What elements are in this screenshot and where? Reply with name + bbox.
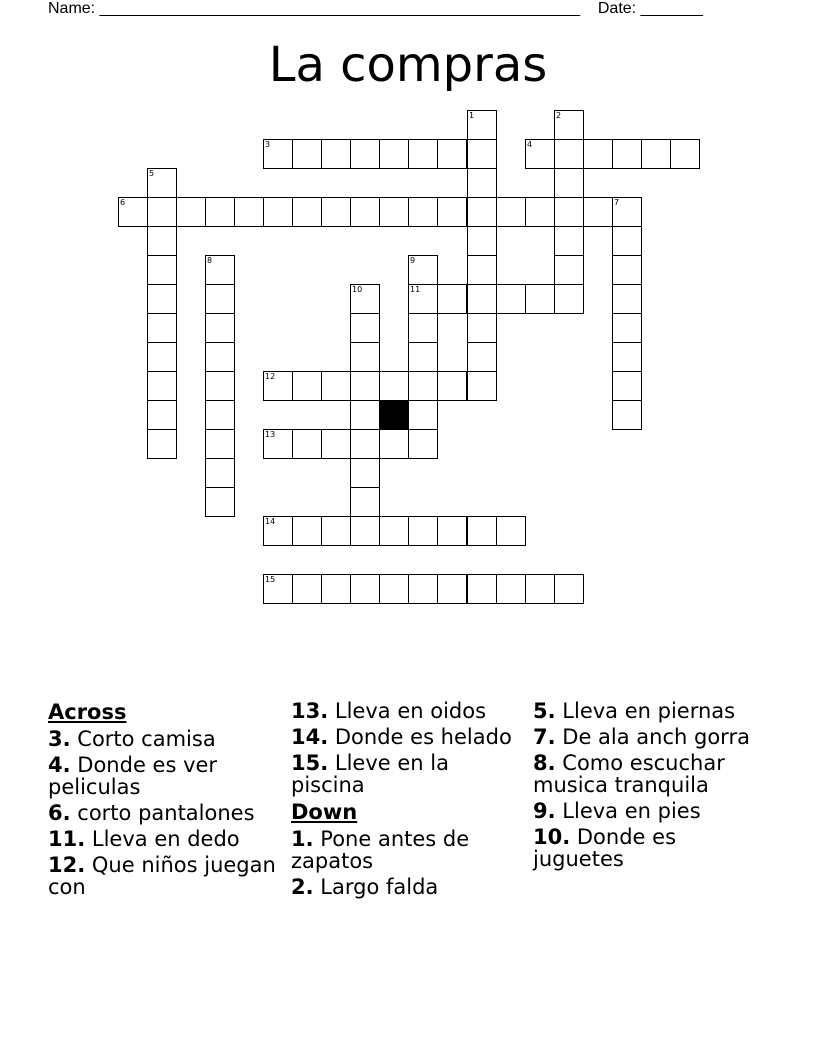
clue-number-label: 7 xyxy=(614,198,620,207)
grid-cell[interactable] xyxy=(641,139,671,169)
clue-down-8 xyxy=(533,752,768,796)
grid-cell[interactable] xyxy=(350,342,380,372)
date-label: Date: xyxy=(597,0,637,17)
grid-cell[interactable] xyxy=(467,255,497,285)
grid-cell[interactable] xyxy=(292,429,322,459)
grid-cell[interactable] xyxy=(292,516,322,546)
clue-across-11 xyxy=(48,828,283,850)
grid-cell[interactable] xyxy=(583,197,613,227)
grid-cell[interactable] xyxy=(554,110,584,140)
grid-cell[interactable] xyxy=(525,574,555,604)
grid-cell[interactable] xyxy=(437,139,467,169)
grid-cell[interactable] xyxy=(292,574,322,604)
clue-down-7 xyxy=(533,726,768,748)
grid-cell[interactable] xyxy=(147,342,177,372)
grid-cell[interactable] xyxy=(379,516,409,546)
grid-cell[interactable] xyxy=(350,516,380,546)
grid-cell[interactable] xyxy=(612,255,642,285)
grid-cell[interactable] xyxy=(496,516,526,546)
clue-number-label: 11 xyxy=(410,285,421,294)
clue-number: 3. xyxy=(48,727,71,751)
clue-number-label: 9 xyxy=(410,256,416,265)
clue-number-label: 4 xyxy=(527,140,533,149)
grid-cell[interactable] xyxy=(408,255,438,285)
grid-cell[interactable] xyxy=(292,197,322,227)
grid-cell[interactable] xyxy=(205,197,235,227)
grid-cell[interactable] xyxy=(147,168,177,198)
clue-number-label: 15 xyxy=(265,575,276,584)
grid-cell[interactable] xyxy=(467,197,497,227)
grid-cell[interactable] xyxy=(554,226,584,256)
grid-cell[interactable] xyxy=(612,371,642,401)
clue-column-2 xyxy=(291,700,526,902)
grid-cell[interactable] xyxy=(350,197,380,227)
clue-number-label: 5 xyxy=(149,169,155,178)
grid-cell[interactable] xyxy=(525,139,555,169)
grid-cell[interactable] xyxy=(350,371,380,401)
clue-number: 8. xyxy=(533,751,556,775)
grid-cell[interactable] xyxy=(263,197,293,227)
grid-cell[interactable] xyxy=(437,371,467,401)
grid-cell[interactable] xyxy=(612,342,642,372)
grid-cell[interactable] xyxy=(350,487,380,517)
blocked-cell xyxy=(379,400,409,430)
clue-number: 6. xyxy=(48,801,71,825)
grid-cell[interactable] xyxy=(205,284,235,314)
clue-number-label: 3 xyxy=(265,140,271,149)
date-field[interactable]: _______ xyxy=(640,0,703,17)
grid-cell[interactable] xyxy=(263,429,293,459)
clue-across-4 xyxy=(48,754,283,798)
clue-number-label: 6 xyxy=(120,198,126,207)
down-heading: Down xyxy=(291,800,358,824)
clue-text: Que niños juegan con xyxy=(48,853,276,899)
clue-text: Lleva en pies xyxy=(562,799,701,823)
grid-cell[interactable] xyxy=(205,400,235,430)
clue-across-3 xyxy=(48,728,283,750)
grid-cell[interactable] xyxy=(118,197,148,227)
grid-cell[interactable] xyxy=(176,197,206,227)
grid-cell[interactable] xyxy=(379,429,409,459)
clue-text: Pone antes de zapatos xyxy=(291,827,470,873)
name-label: Name: xyxy=(48,0,96,17)
clue-number: 12. xyxy=(48,853,86,877)
grid-cell[interactable] xyxy=(205,429,235,459)
clue-text: Lleve en la piscina xyxy=(291,751,449,797)
clue-text: Lleva en oidos xyxy=(334,699,487,723)
grid-cell[interactable] xyxy=(379,197,409,227)
grid-cell[interactable] xyxy=(408,313,438,343)
clue-number-label: 12 xyxy=(265,372,276,381)
grid-cell[interactable] xyxy=(205,313,235,343)
grid-cell[interactable] xyxy=(147,429,177,459)
clue-number: 2. xyxy=(291,875,314,899)
clue-text: Corto camisa xyxy=(77,727,216,751)
clue-across-13 xyxy=(291,700,526,722)
clue-number: 5. xyxy=(533,699,556,723)
clue-number: 14. xyxy=(291,725,329,749)
grid-cell[interactable] xyxy=(467,139,497,169)
grid-cell[interactable] xyxy=(670,139,700,169)
grid-cell[interactable] xyxy=(467,226,497,256)
grid-cell[interactable] xyxy=(379,139,409,169)
grid-cell[interactable] xyxy=(321,574,351,604)
grid-cell[interactable] xyxy=(408,574,438,604)
grid-cell[interactable] xyxy=(467,313,497,343)
grid-cell[interactable] xyxy=(467,342,497,372)
clue-down-10 xyxy=(533,826,768,870)
clue-text: Lleva en piernas xyxy=(562,699,736,723)
grid-cell[interactable] xyxy=(263,574,293,604)
grid-cell[interactable] xyxy=(263,516,293,546)
across-heading: Across xyxy=(48,700,127,724)
clue-down-9 xyxy=(533,800,768,822)
grid-cell[interactable] xyxy=(612,197,642,227)
grid-cell[interactable] xyxy=(350,313,380,343)
clue-number-label: 8 xyxy=(207,256,213,265)
grid-cell[interactable] xyxy=(612,313,642,343)
grid-cell[interactable] xyxy=(437,574,467,604)
clue-number: 15. xyxy=(291,751,329,775)
grid-cell[interactable] xyxy=(408,284,438,314)
grid-cell[interactable] xyxy=(350,574,380,604)
grid-cell[interactable] xyxy=(263,371,293,401)
clue-text: De ala anch gorra xyxy=(562,725,750,749)
grid-cell[interactable] xyxy=(321,197,351,227)
grid-cell[interactable] xyxy=(205,255,235,285)
page-title: La compras xyxy=(268,37,548,93)
clue-down-2 xyxy=(291,876,526,898)
grid-cell[interactable] xyxy=(350,284,380,314)
grid-cell[interactable] xyxy=(205,342,235,372)
clue-number: 13. xyxy=(291,699,329,723)
clue-number-label: 14 xyxy=(265,517,276,526)
grid-cell[interactable] xyxy=(321,139,351,169)
grid-cell[interactable] xyxy=(612,139,642,169)
clue-number: 10. xyxy=(533,825,571,849)
grid-cell[interactable] xyxy=(437,284,467,314)
grid-cell[interactable] xyxy=(408,429,438,459)
grid-cell[interactable] xyxy=(496,197,526,227)
clue-number: 11. xyxy=(48,827,86,851)
grid-cell[interactable] xyxy=(292,371,322,401)
grid-cell[interactable] xyxy=(350,139,380,169)
clue-list xyxy=(48,700,768,1000)
clue-text: Donde es ver peliculas xyxy=(48,753,218,799)
grid-cell[interactable] xyxy=(612,226,642,256)
grid-cell[interactable] xyxy=(321,371,351,401)
grid-cell[interactable] xyxy=(350,458,380,488)
grid-cell[interactable] xyxy=(525,284,555,314)
grid-cell[interactable] xyxy=(321,516,351,546)
clue-across-15 xyxy=(291,752,526,796)
clue-text: Donde es juguetes xyxy=(533,825,677,871)
clue-across-12 xyxy=(48,854,283,898)
clue-column-3 xyxy=(533,700,768,874)
grid-cell[interactable] xyxy=(554,139,584,169)
grid-cell[interactable] xyxy=(437,197,467,227)
grid-cell[interactable] xyxy=(554,574,584,604)
clue-number: 7. xyxy=(533,725,556,749)
grid-cell[interactable] xyxy=(147,226,177,256)
grid-cell[interactable] xyxy=(408,197,438,227)
clue-number: 4. xyxy=(48,753,71,777)
grid-cell[interactable] xyxy=(350,429,380,459)
grid-cell[interactable] xyxy=(612,284,642,314)
grid-cell[interactable] xyxy=(205,458,235,488)
clue-text: Donde es helado xyxy=(334,725,512,749)
clue-number: 9. xyxy=(533,799,556,823)
clue-number-label: 2 xyxy=(556,111,562,120)
grid-cell[interactable] xyxy=(612,400,642,430)
clue-across-6 xyxy=(48,802,283,824)
grid-cell[interactable] xyxy=(467,284,497,314)
grid-cell[interactable] xyxy=(292,139,322,169)
grid-cell[interactable] xyxy=(263,139,293,169)
grid-cell[interactable] xyxy=(147,371,177,401)
grid-cell[interactable] xyxy=(408,400,438,430)
grid-cell[interactable] xyxy=(379,371,409,401)
clue-number-label: 10 xyxy=(352,285,363,294)
grid-cell[interactable] xyxy=(467,574,497,604)
clue-down-1 xyxy=(291,828,526,872)
grid-cell[interactable] xyxy=(147,197,177,227)
grid-cell[interactable] xyxy=(408,139,438,169)
grid-cell[interactable] xyxy=(496,574,526,604)
clue-column-1 xyxy=(48,700,283,902)
grid-cell[interactable] xyxy=(408,342,438,372)
name-field[interactable]: ______________________________________________________ xyxy=(99,0,581,17)
grid-cell[interactable] xyxy=(350,400,380,430)
grid-cell[interactable] xyxy=(554,168,584,198)
grid-cell[interactable] xyxy=(467,110,497,140)
clue-text: Lleva en dedo xyxy=(91,827,240,851)
grid-cell[interactable] xyxy=(321,429,351,459)
grid-cell[interactable] xyxy=(583,139,613,169)
clue-down-5 xyxy=(533,700,768,722)
clue-text: Largo falda xyxy=(320,875,439,899)
grid-cell[interactable] xyxy=(467,371,497,401)
grid-cell[interactable] xyxy=(205,487,235,517)
grid-cell[interactable] xyxy=(379,574,409,604)
grid-cell[interactable] xyxy=(408,516,438,546)
grid-cell[interactable] xyxy=(147,284,177,314)
grid-cell[interactable] xyxy=(467,168,497,198)
grid-cell[interactable] xyxy=(496,284,526,314)
grid-cell[interactable] xyxy=(525,197,555,227)
clue-text: corto pantalones xyxy=(77,801,255,825)
grid-cell[interactable] xyxy=(205,371,235,401)
clue-across-14 xyxy=(291,726,526,748)
grid-cell[interactable] xyxy=(554,255,584,285)
clue-number-label: 13 xyxy=(265,430,276,439)
grid-cell[interactable] xyxy=(408,371,438,401)
grid-cell[interactable] xyxy=(437,516,467,546)
grid-cell[interactable] xyxy=(554,284,584,314)
grid-cell[interactable] xyxy=(234,197,264,227)
grid-cell[interactable] xyxy=(467,516,497,546)
grid-cell[interactable] xyxy=(147,313,177,343)
clue-number-label: 1 xyxy=(469,111,475,120)
grid-cell[interactable] xyxy=(147,400,177,430)
grid-cell[interactable] xyxy=(147,255,177,285)
grid-cell[interactable] xyxy=(554,197,584,227)
clue-number: 1. xyxy=(291,827,314,851)
clue-text: Como escuchar musica tranquila xyxy=(533,751,725,797)
